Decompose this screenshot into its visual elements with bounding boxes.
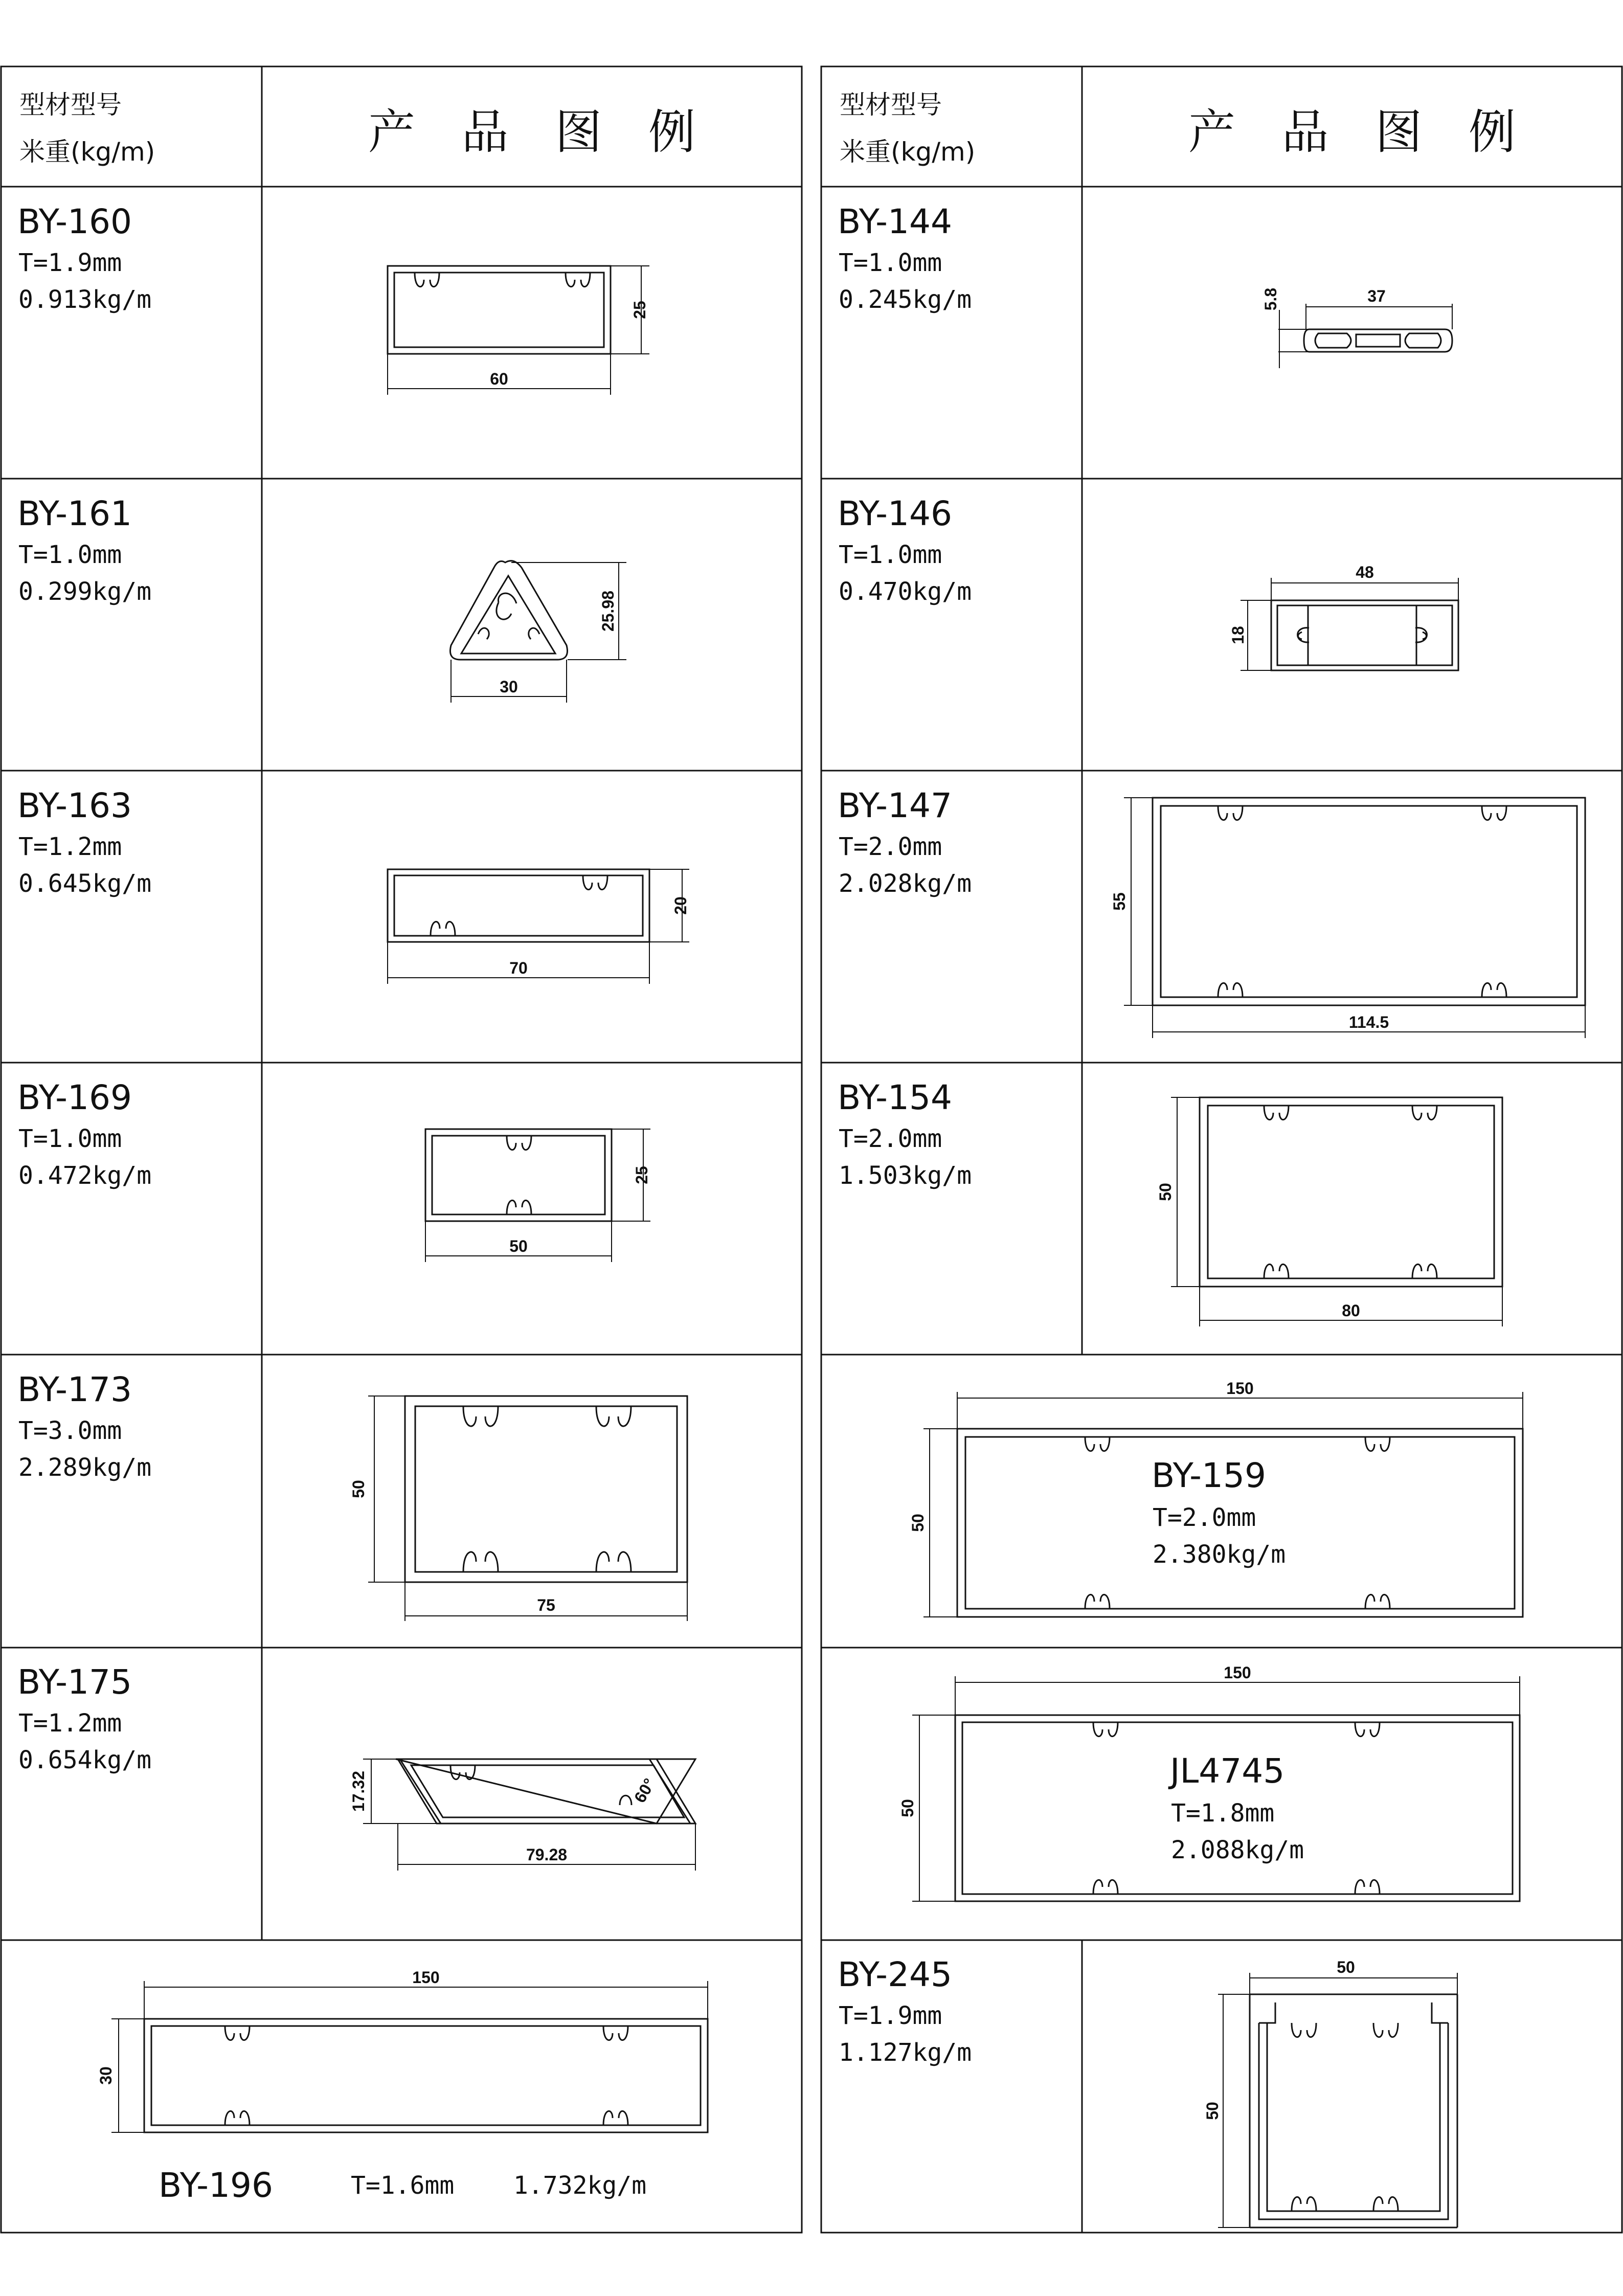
dim-width: 37 [1367, 287, 1386, 305]
spec-cell-by-154 [838, 1078, 972, 1190]
spec-cell-by-163 [17, 786, 151, 898]
header-model-label: 型材型号 [19, 90, 122, 120]
model-code: BY-160 [17, 202, 132, 241]
profile-drawing-by-161 [450, 561, 626, 703]
wall-thickness: T=1.0mm [18, 1124, 122, 1153]
profile-drawing-by-196 [97, 1968, 708, 2132]
dim-width: 150 [412, 1968, 440, 1987]
model-code: BY-144 [838, 202, 952, 241]
dim-height: 25 [630, 301, 649, 319]
dim-height: 50 [1156, 1183, 1175, 1201]
dim-height: 17.32 [349, 1770, 368, 1812]
profile-drawing-by-245 [1203, 1958, 1457, 2227]
spec-cell-by-245 [838, 1955, 972, 2067]
dim-height: 25.98 [599, 590, 617, 632]
profile-drawing-by-144 [1261, 287, 1452, 368]
meter-weight: 0.299kg/m [18, 577, 152, 606]
model-code: BY-159 [1152, 1456, 1266, 1495]
profile-drawing-by-154 [1156, 1097, 1502, 1326]
spec-cell-by-161 [17, 494, 151, 606]
meter-weight: 1.127kg/m [839, 2038, 972, 2067]
meter-weight: 2.028kg/m [839, 869, 972, 898]
wall-thickness: T=1.2mm [18, 1709, 122, 1738]
header-weight-label: 米重(kg/m) [840, 137, 976, 167]
dim-height: 50 [909, 1514, 927, 1532]
meter-weight: 1.503kg/m [839, 1161, 972, 1190]
table-grid [1, 66, 1622, 2233]
dim-width: 60 [490, 370, 508, 388]
meter-weight: 0.472kg/m [18, 1161, 152, 1190]
dim-width: 150 [1226, 1379, 1254, 1398]
profile-drawing-by-160 [388, 266, 649, 395]
meter-weight: 0.245kg/m [839, 285, 972, 314]
left-labels [17, 202, 646, 2205]
header-product-label: 产 品 图 例 [1188, 105, 1516, 160]
spec-cell-by-147 [838, 786, 972, 898]
wall-thickness: T=1.2mm [18, 832, 122, 861]
model-code: BY-163 [17, 786, 132, 825]
dim-width: 48 [1356, 563, 1374, 581]
wall-thickness: T=2.0mm [839, 832, 942, 861]
wall-thickness: T=2.0mm [1153, 1503, 1256, 1532]
spec-cell-by-169 [17, 1078, 151, 1190]
meter-weight: 2.289kg/m [18, 1453, 152, 1482]
model-code: BY-161 [17, 494, 132, 533]
dim-height: 20 [671, 896, 690, 915]
dim-width: 30 [500, 678, 518, 696]
model-code: BY-169 [17, 1078, 132, 1117]
dim-width: 79.28 [526, 1845, 568, 1864]
dim-height: 30 [97, 2066, 115, 2085]
meter-weight: 2.088kg/m [1171, 1836, 1304, 1864]
dim-width: 50 [509, 1237, 528, 1255]
profile-drawing-by-173 [349, 1396, 687, 1621]
dim-height: 50 [349, 1480, 368, 1498]
meter-weight: 0.913kg/m [18, 285, 152, 314]
dim-height: 25 [633, 1166, 651, 1184]
profile-drawing-by-159 [909, 1379, 1523, 1617]
model-code: BY-146 [838, 494, 952, 533]
header-left [19, 90, 695, 167]
model-code: JL4745 [1170, 1751, 1285, 1791]
right-labels [838, 202, 1304, 2067]
header-right [840, 90, 1516, 167]
profile-drawing-by-175 [349, 1759, 695, 1871]
model-code: BY-245 [838, 1955, 952, 1994]
profile-drawing-by-146 [1229, 563, 1458, 670]
dim-width: 50 [1337, 1958, 1355, 1976]
wall-thickness: T=1.0mm [18, 541, 122, 569]
model-code: BY-147 [838, 786, 952, 825]
wall-thickness: T=1.0mm [839, 541, 942, 569]
wall-thickness: T=3.0mm [18, 1416, 122, 1445]
spec-cell-by-159 [1152, 1456, 1286, 1569]
dim-width: 150 [1224, 1663, 1251, 1682]
profile-drawing-by-163 [388, 869, 690, 984]
meter-weight: 0.645kg/m [18, 869, 152, 898]
header-product-label: 产 品 图 例 [368, 105, 695, 160]
profile-drawing-by-147 [1110, 798, 1585, 1038]
dim-height: 55 [1110, 892, 1129, 911]
model-code: BY-154 [838, 1078, 952, 1117]
wall-thickness: T=1.6mm [351, 2171, 455, 2200]
spec-cell-by-146 [838, 494, 972, 606]
dim-height: 50 [1203, 2102, 1222, 2120]
wall-thickness: T=1.9mm [18, 249, 122, 277]
model-code: BY-196 [159, 2166, 273, 2205]
spec-cell-jl4745 [1168, 1751, 1304, 1864]
dim-angle: 60° [630, 1775, 659, 1806]
meter-weight: 2.380kg/m [1153, 1540, 1286, 1569]
dim-height: 50 [898, 1799, 917, 1817]
meter-weight: 0.654kg/m [18, 1746, 152, 1774]
wall-thickness: T=1.9mm [839, 2001, 942, 2030]
dim-width: 70 [509, 959, 528, 977]
model-code: BY-175 [17, 1662, 132, 1702]
model-code: BY-173 [17, 1370, 132, 1409]
dim-height: 5.8 [1261, 287, 1280, 311]
spec-cell-by-144 [838, 202, 972, 314]
dim-width: 75 [537, 1596, 555, 1614]
wall-thickness: T=2.0mm [839, 1124, 942, 1153]
meter-weight: 0.470kg/m [839, 577, 972, 606]
spec-cell-by-196 [159, 2166, 646, 2205]
dim-width: 80 [1342, 1301, 1360, 1320]
dim-height: 18 [1229, 626, 1247, 644]
dim-width: 114.5 [1348, 1013, 1389, 1031]
wall-thickness: T=1.0mm [839, 249, 942, 277]
header-model-label: 型材型号 [840, 90, 942, 120]
wall-thickness: T=1.8mm [1171, 1799, 1275, 1828]
spec-cell-by-175 [17, 1662, 151, 1774]
spec-cell-by-160 [17, 202, 151, 314]
header-weight-label: 米重(kg/m) [19, 137, 155, 167]
spec-cell-by-173 [17, 1370, 151, 1482]
meter-weight: 1.732kg/m [513, 2171, 647, 2200]
profile-drawing-by-169 [425, 1129, 651, 1262]
